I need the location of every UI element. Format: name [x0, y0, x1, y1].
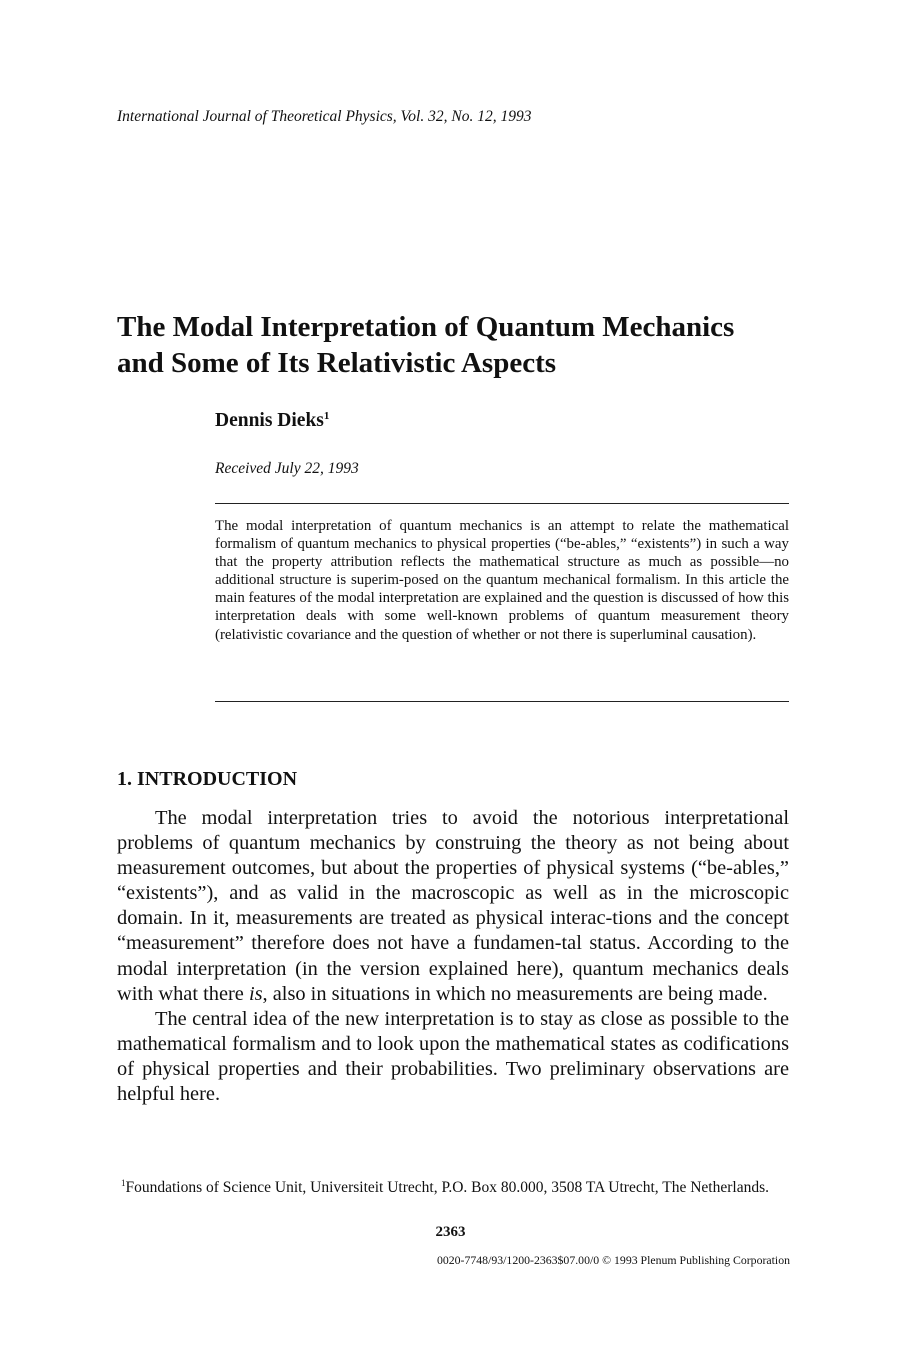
- footnote: [121, 1173, 791, 1199]
- article-title: [117, 309, 817, 381]
- paragraph-1-start: The modal interpretation tries to avoid the notorious interpretational problems of quantum mechanics by construing the theory as not being about measurement outcomes, but about the properties of physical systems (“be-ables,” “existents”), and as valid in the macroscopic as well as in the microscopic domain. In it, measurements are treated as physical interac-tions and the concept “measurement” therefore does not have a fundamen-tal status. According to the modal interpretation (in the version explained here), quantum mechanics deals with what there: [117, 807, 789, 1005]
- paragraph-2: The central idea of the new interpretation is to stay as close as possible to the mathematical formalism and to look upon the mathematical states as codifications of physical properties and their probabilities. Two preliminary observations are helpful here.: [117, 1007, 789, 1106]
- footnote-mark: 1: [121, 1178, 126, 1188]
- section-heading: 1. INTRODUCTION: [117, 768, 298, 790]
- abstract-top-rule: [215, 503, 789, 504]
- page-number: 2363: [435, 1224, 466, 1240]
- copyright-line: 0020-7748/93/1200-2363$07.00/0 © 1993 Plenum Publishing Corporation: [436, 1253, 790, 1267]
- paragraph-1-emphasis: is: [248, 982, 263, 1005]
- footnote-text: Foundations of Science Unit, Universiteit Utrecht, P.O. Box 80.000, 3508 TA Utrecht, The Netherlands.: [125, 1179, 769, 1196]
- abstract-text: The modal interpretation of quantum mechanics is an attempt to relate the mathematical formalism of quantum mechanics to physical properties (“be-ables,” “existents”) in such a way that the property attribution reflects the mathematical structure as much as possible—no additional structure is superim-posed on the quantum mechanical formalism. In this article the main features of the modal interpretation are explained and the question is discussed of how this interpretation deals with some well-known problems of quantum measurement theory (relativistic covariance and the question of whether or not there is superluminal causation).: [215, 518, 789, 643]
- abstract-bottom-rule: [215, 701, 789, 702]
- author-footnote-mark: 1: [323, 410, 330, 422]
- paragraph-1: [117, 806, 789, 1007]
- author-name-text: Dennis Dieks: [215, 410, 324, 431]
- title-line-2: and Some of Its Relativistic Aspects: [117, 347, 557, 379]
- title-line-1: The Modal Interpretation of Quantum Mechanics: [117, 311, 735, 343]
- paragraph-1-end: , also in situations in which no measurements are being made.: [262, 982, 768, 1005]
- body-text: [117, 806, 789, 1107]
- received-date: Received July 22, 1993: [215, 460, 359, 477]
- author-name: [215, 410, 329, 432]
- journal-citation: International Journal of Theoretical Physics, Vol. 32, No. 12, 1993: [117, 108, 532, 125]
